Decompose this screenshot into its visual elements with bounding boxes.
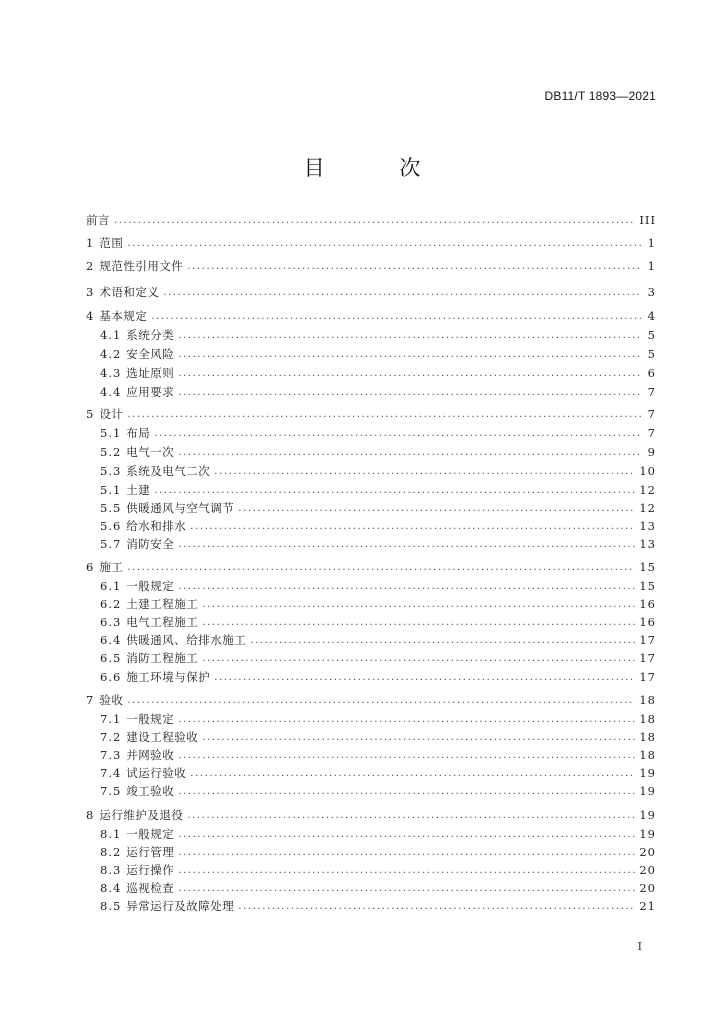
- toc-entry-page: 20: [639, 845, 656, 859]
- toc-entry-number: 7.4: [100, 766, 122, 780]
- toc-entry-number: 4: [86, 309, 95, 323]
- toc-entry-label: 应用要求: [126, 385, 175, 399]
- toc-leader-dots: [190, 768, 635, 779]
- toc-entry-number: 6.1: [100, 579, 122, 593]
- toc-entry-number: 6: [86, 560, 95, 574]
- toc-leader-dots: [178, 539, 635, 550]
- toc-leader-dots: [154, 428, 642, 439]
- toc-entry: [100, 595, 656, 613]
- toc-entry: [100, 613, 656, 631]
- toc-leader-dots: [178, 581, 635, 592]
- toc-leader-dots: [178, 829, 635, 840]
- toc-leader-dots: [178, 714, 635, 725]
- toc-entry-label: 系统分类: [126, 328, 175, 342]
- toc-entry: [100, 897, 656, 915]
- toc-entry-label: 施工: [99, 560, 124, 574]
- toc-entry-number: 6.6: [100, 670, 122, 684]
- document-code: DB11/T 1893—2021: [544, 89, 656, 103]
- toc-leader-dots: [202, 732, 635, 743]
- toc-entry-label: 异常运行及故障处理: [126, 899, 235, 913]
- toc-entry-page: 12: [639, 483, 656, 497]
- toc-entry-label: 竣工验收: [126, 784, 175, 798]
- toc-entry-page: 1: [647, 236, 656, 250]
- toc-entry-page: 18: [639, 693, 656, 707]
- toc-entry-number: 7.5: [100, 784, 122, 798]
- toc-entry-label: 设计: [99, 407, 124, 421]
- toc-leader-dots: [178, 387, 642, 398]
- toc-entry-label: 运行管理: [126, 845, 175, 859]
- toc-entry: [86, 558, 656, 576]
- toc-entry: [100, 345, 656, 363]
- toc-entry-page: 6: [647, 366, 656, 380]
- toc-entry: [100, 481, 656, 499]
- toc-leader-dots: [178, 330, 642, 341]
- toc-entry-number: 4.1: [100, 328, 122, 342]
- toc-leader-dots: [214, 672, 635, 683]
- toc-leader-dots: [154, 485, 635, 496]
- toc-leader-dots: [127, 695, 635, 706]
- toc-entry-label: 电气一次: [126, 445, 175, 459]
- toc-entry-page: 5: [647, 347, 656, 361]
- toc-entry: [86, 307, 656, 325]
- toc-entry-page: 16: [639, 597, 656, 611]
- toc-leader-dots: [250, 635, 635, 646]
- toc-entry: [100, 383, 656, 401]
- toc-entry: [100, 879, 656, 897]
- toc-entry-number: 2: [86, 259, 95, 273]
- toc-leader-dots: [127, 562, 635, 573]
- toc-entry-number: 8.5: [100, 899, 122, 913]
- toc-entry-page: 21: [639, 899, 656, 913]
- toc-entry-label: 运行维护及退役: [99, 808, 184, 822]
- toc-entry-page: 19: [639, 766, 656, 780]
- toc-leader-dots: [202, 599, 635, 610]
- toc-leader-dots: [178, 368, 642, 379]
- toc-entry-number: 5.7: [100, 537, 122, 551]
- toc-entry-page: 7: [647, 426, 656, 440]
- toc-leader-dots: [238, 503, 635, 514]
- toc-entry-label: 土建工程施工: [126, 597, 199, 611]
- toc-entry-page: 5: [647, 328, 656, 342]
- toc-entry-label: 基本规定: [99, 309, 148, 323]
- toc-entry: [100, 843, 656, 861]
- toc-entry-number: 7: [86, 693, 95, 707]
- toc-entry-page: 1: [647, 259, 656, 273]
- toc-entry: [100, 710, 656, 728]
- toc-entry-label: 消防工程施工: [126, 651, 199, 665]
- toc-entry: [100, 631, 656, 649]
- toc-entry-number: 8.1: [100, 827, 122, 841]
- toc-entry-page: III: [639, 213, 656, 227]
- toc-entry-label: 术语和定义: [99, 285, 160, 299]
- toc-entry-page: 19: [639, 827, 656, 841]
- toc-entry: [86, 405, 656, 423]
- toc-entry-number: 5.3: [100, 464, 122, 478]
- toc-entry-label: 一般规定: [126, 579, 175, 593]
- toc-leader-dots: [114, 215, 635, 226]
- toc-entry-page: 15: [639, 560, 656, 574]
- toc-entry-page: 19: [639, 784, 656, 798]
- toc-entry-label: 建设工程验收: [126, 730, 199, 744]
- toc-entry-label: 施工环境与保护: [126, 670, 211, 684]
- toc-entry: [100, 782, 656, 800]
- toc-entry-number: 5.6: [100, 519, 122, 533]
- toc-entry-label: 规范性引用文件: [99, 259, 184, 273]
- toc-entry-number: 4.4: [100, 385, 122, 399]
- toc-entry-label: 范围: [99, 236, 124, 250]
- toc-entry: [100, 764, 656, 782]
- toc-entry: [100, 746, 656, 764]
- toc-entry-number: 8.3: [100, 863, 122, 877]
- toc-leader-dots: [178, 786, 635, 797]
- toc-entry: [86, 691, 656, 709]
- toc-entry-label: 土建: [126, 483, 151, 497]
- toc-entry-number: 8.4: [100, 881, 122, 895]
- toc-leader-dots: [178, 847, 635, 858]
- toc-entry-label: 安全风险: [126, 347, 175, 361]
- toc-entry-label: 电气工程施工: [126, 615, 199, 629]
- toc-entry-page: 17: [639, 651, 656, 665]
- toc-entry-number: 5.5: [100, 501, 122, 515]
- toc-entry-number: 1: [86, 236, 95, 250]
- toc-entry-number: 4.2: [100, 347, 122, 361]
- toc-leader-dots: [127, 409, 642, 420]
- toc-entry-label: 前言: [86, 213, 110, 227]
- toc-entry-page: 17: [639, 633, 656, 647]
- toc-entry: [100, 825, 656, 843]
- toc-entry-label: 并网验收: [126, 748, 175, 762]
- toc-entry-page: 15: [639, 579, 656, 593]
- toc-entry-number: 5.2: [100, 445, 122, 459]
- toc-entry-label: 供暖通风、给排水施工: [126, 633, 247, 647]
- toc-entry: [86, 234, 656, 252]
- page-number: I: [637, 940, 642, 953]
- toc-entry-page: 10: [639, 464, 656, 478]
- toc-entry-page: 13: [639, 519, 656, 533]
- toc-entry: [86, 806, 656, 824]
- toc-entry-page: 20: [639, 863, 656, 877]
- toc-entry-page: 7: [647, 385, 656, 399]
- toc-entry-label: 验收: [99, 693, 124, 707]
- toc-entry-label: 消防安全: [126, 537, 175, 551]
- toc-leader-dots: [127, 238, 642, 249]
- toc-entry-page: 18: [639, 748, 656, 762]
- toc-entry-page: 17: [639, 670, 656, 684]
- toc-entry-page: 19: [639, 808, 656, 822]
- toc-entry-page: 3: [647, 285, 656, 299]
- toc-leader-dots: [151, 311, 642, 322]
- toc-entry-label: 巡视检查: [126, 881, 175, 895]
- toc-leader-dots: [187, 810, 635, 821]
- toc-entry-page: 18: [639, 730, 656, 744]
- toc-entry-page: 16: [639, 615, 656, 629]
- toc-entry-number: 8: [86, 808, 95, 822]
- toc-entry-number: 6.5: [100, 651, 122, 665]
- toc-entry: [100, 517, 656, 535]
- toc-entry-label: 选址原则: [126, 366, 175, 380]
- toc-entry: [100, 499, 656, 517]
- toc-entry-label: 供暖通风与空气调节: [126, 501, 235, 515]
- toc-entry-number: 5.1: [100, 426, 122, 440]
- toc-leader-dots: [163, 287, 642, 298]
- toc-entry: [100, 326, 656, 344]
- toc-entry-number: 7.1: [100, 712, 122, 726]
- toc-entry: [100, 443, 656, 461]
- toc-leader-dots: [178, 447, 642, 458]
- toc-entry-number: 5: [86, 407, 95, 421]
- toc-entry: [100, 462, 656, 480]
- toc-entry-number: 8.2: [100, 845, 122, 859]
- toc-entry-label: 给水和排水: [126, 519, 187, 533]
- toc-entry-label: 一般规定: [126, 712, 175, 726]
- toc-leader-dots: [178, 865, 635, 876]
- toc-entry-page: 9: [647, 445, 656, 459]
- toc-entry-number: 6.2: [100, 597, 122, 611]
- toc-entry: [100, 424, 656, 442]
- toc-entry-page: 4: [647, 309, 656, 323]
- toc-entry: [100, 861, 656, 879]
- toc-entry: [100, 535, 656, 553]
- page-title: 目 次: [303, 156, 455, 180]
- toc-entry: [100, 649, 656, 667]
- toc-entry-page: 18: [639, 712, 656, 726]
- toc-entry: [100, 364, 656, 382]
- toc-leader-dots: [178, 883, 635, 894]
- toc-entry-number: 6.3: [100, 615, 122, 629]
- toc-entry-number: 5.1: [100, 483, 122, 497]
- toc-entry-label: 试运行验收: [126, 766, 187, 780]
- toc-entry-page: 7: [647, 407, 656, 421]
- toc-entry-number: 7.3: [100, 748, 122, 762]
- toc-leader-dots: [238, 901, 635, 912]
- toc-leader-dots: [187, 261, 642, 272]
- toc-entry-page: 20: [639, 881, 656, 895]
- toc-entry-number: 3: [86, 285, 95, 299]
- toc-entry: [86, 257, 656, 275]
- toc-entry-number: 6.4: [100, 633, 122, 647]
- toc-entry-page: 13: [639, 537, 656, 551]
- toc-entry-label: 系统及电气二次: [126, 464, 211, 478]
- toc-leader-dots: [202, 617, 635, 628]
- toc-leader-dots: [178, 349, 642, 360]
- toc-entry: [86, 211, 656, 229]
- toc-leader-dots: [178, 750, 635, 761]
- toc-entry: [100, 728, 656, 746]
- toc-entry: [100, 577, 656, 595]
- toc-entry-number: 4.3: [100, 366, 122, 380]
- toc-entry-page: 12: [639, 501, 656, 515]
- toc-entry-number: 7.2: [100, 730, 122, 744]
- toc-leader-dots: [202, 653, 635, 664]
- toc-entry: [86, 283, 656, 301]
- toc-leader-dots: [190, 521, 635, 532]
- toc-entry-label: 一般规定: [126, 827, 175, 841]
- toc-leader-dots: [214, 466, 635, 477]
- toc-entry-label: 运行操作: [126, 863, 175, 877]
- toc-entry: [100, 668, 656, 686]
- toc-entry-label: 布局: [126, 426, 151, 440]
